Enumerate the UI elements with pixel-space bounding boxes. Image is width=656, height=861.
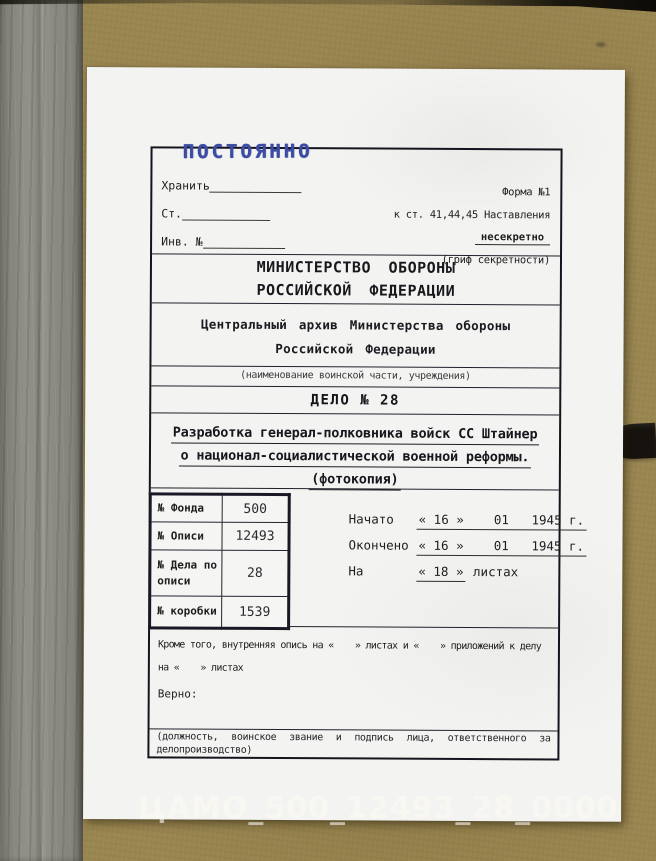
korobka-label: № коробки [150,596,222,628]
ministry-section [152,254,560,305]
signature-caption-section [149,729,557,760]
inventory-blank-line [203,238,285,249]
ministry-line1: МИНИСТЕРСТВО ОБОРОНЫ [256,257,456,277]
permanent-storage-stamp: ПОСТОЯННО [182,140,313,164]
regulation-reference: к ст. 41,44,45 Наставления [393,208,551,221]
certified-label: Верно: [157,687,198,701]
signature-caption: (должность, воинское звание и подпись лица, ответственного за делопроизводство) [156,731,551,756]
registry-table [148,492,291,630]
sheets-row [348,563,518,579]
article-label: Ст. [161,206,183,221]
registry-section [150,488,585,628]
unit-caption-section [151,366,559,388]
fond-label: № Фонда [150,494,222,522]
unit-caption: (наименование воинской части, учреждения) [240,369,471,383]
inventory-label: Инв. № [161,234,203,249]
case-title-section [151,413,559,490]
delo-po-opisi-label: № Дела по описи [150,550,222,596]
ministry-line2: РОССИЙСКОЙ ФЕДЕРАЦИИ [256,280,456,300]
article-field [161,206,270,221]
scan-top-edge-shadow [0,0,656,14]
table-row [150,494,289,523]
table-row [150,522,289,551]
delo-po-opisi-value: 28 [222,550,289,596]
article-blank-line [182,209,270,220]
table-row [150,596,289,629]
case-number: ДЕЛО № 28 [310,392,400,409]
started-label: Начато [348,511,394,527]
table-row [150,550,289,597]
archive-line1: Центральный архив Министерства обороны [200,316,511,334]
binding-strip [0,0,83,861]
started-value: « 16 » 01 1945 г. [417,512,587,531]
case-title-line1: Разработка генерал-полковника войск СС Штайнер [171,423,540,445]
form-number: Форма №1 [502,186,551,199]
store-label: Хранить [161,178,210,193]
fond-value: 500 [222,494,289,522]
form-header-section [152,140,561,266]
sheets-suffix: листах [465,563,519,580]
archive-form [147,140,585,760]
finished-row [348,537,586,553]
sheets-label: На [348,563,364,579]
inner-opis-note-line1: Кроме того, внутренняя опись на « » листах и « » приложений к делу [157,639,542,653]
opis-label: № Описи [150,522,222,550]
digitization-watermark: ЦАМО_500_12493_28_0000 [138,791,619,826]
store-blank-line [210,182,302,193]
secrecy-caption: (гриф секретности) [441,253,551,266]
sheets-value: « 18 » [416,564,465,582]
binding-crease [34,0,48,861]
archive-line2: Российской Федерации [275,340,436,357]
finished-label: Окончено [348,537,409,553]
inventory-field [161,234,285,249]
store-field [161,178,302,193]
inner-opis-note-line2: на « » листах [157,662,244,674]
case-title-line3: (фотокопия) [309,470,400,490]
archive-name-section [151,303,559,368]
cover-sheet [83,67,625,822]
cardboard-smudge [596,42,606,47]
notes-section [150,626,559,731]
started-row [349,511,587,527]
korobka-value: 1539 [222,596,289,628]
opis-value: 12493 [222,522,289,550]
case-title-line2: о национал-социалистической военной реформы. [178,446,531,468]
finished-value: « 16 » 01 1945 г. [416,538,586,557]
case-number-section [151,386,559,415]
secrecy-value: несекретно [475,231,550,245]
